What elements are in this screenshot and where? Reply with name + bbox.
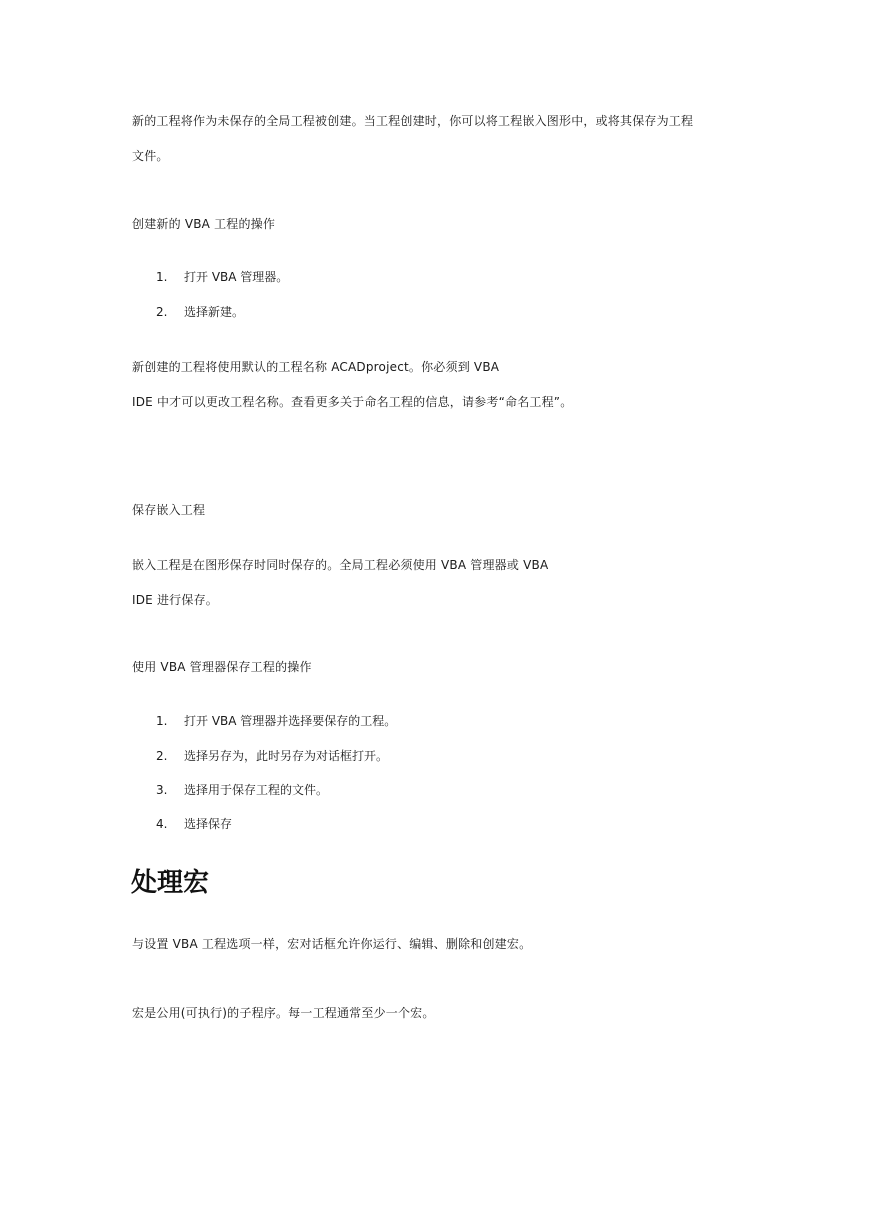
create-step-2-text: 选择新建。 [184,305,245,319]
create-step-1-number: 1. [156,270,168,284]
save-step-4-text: 选择保存 [184,817,233,831]
save-step-3-number: 3. [156,783,168,797]
macro-section-title: 处理宏 [131,868,210,898]
create-step-2-number: 2. [156,305,168,319]
save-embedded-line-1: 嵌入工程是在图形保存时同时保存的。全局工程必须使用 VBA 管理器或 VBA [132,558,549,572]
save-project-heading: 使用 VBA 管理器保存工程的操作 [132,660,312,674]
macro-paragraph-2: 宏是公用(可执行)的子程序。每一工程通常至少一个宏。 [132,1006,435,1020]
save-embedded-heading: 保存嵌入工程 [132,503,206,517]
intro-line-1: 新的工程将作为未保存的全局工程被创建。当工程创建时，你可以将工程嵌入图形中，或将其保存为工程 [132,114,694,128]
create-step-1-text: 打开 VBA 管理器。 [184,270,289,284]
save-step-2-text: 选择另存为，此时另存为对话框打开。 [184,749,389,763]
save-step-4-number: 4. [156,817,168,831]
create-note-line-1: 新创建的工程将使用默认的工程名称 ACADproject。你必须到 VBA [132,360,500,374]
macro-paragraph-1: 与设置 VBA 工程选项一样，宏对话框允许你运行、编辑、删除和创建宏。 [132,937,532,951]
intro-line-2: 文件。 [132,149,169,163]
save-step-3-text: 选择用于保存工程的文件。 [184,783,329,797]
save-step-1-number: 1. [156,714,168,728]
create-project-heading: 创建新的 VBA 工程的操作 [132,217,276,231]
save-step-1-text: 打开 VBA 管理器并选择要保存的工程。 [184,714,397,728]
create-note-line-2: IDE 中才可以更改工程名称。查看更多关于命名工程的信息，请参考“命名工程”。 [132,395,573,409]
save-step-2-number: 2. [156,749,168,763]
save-embedded-line-2: IDE 进行保存。 [132,593,218,607]
